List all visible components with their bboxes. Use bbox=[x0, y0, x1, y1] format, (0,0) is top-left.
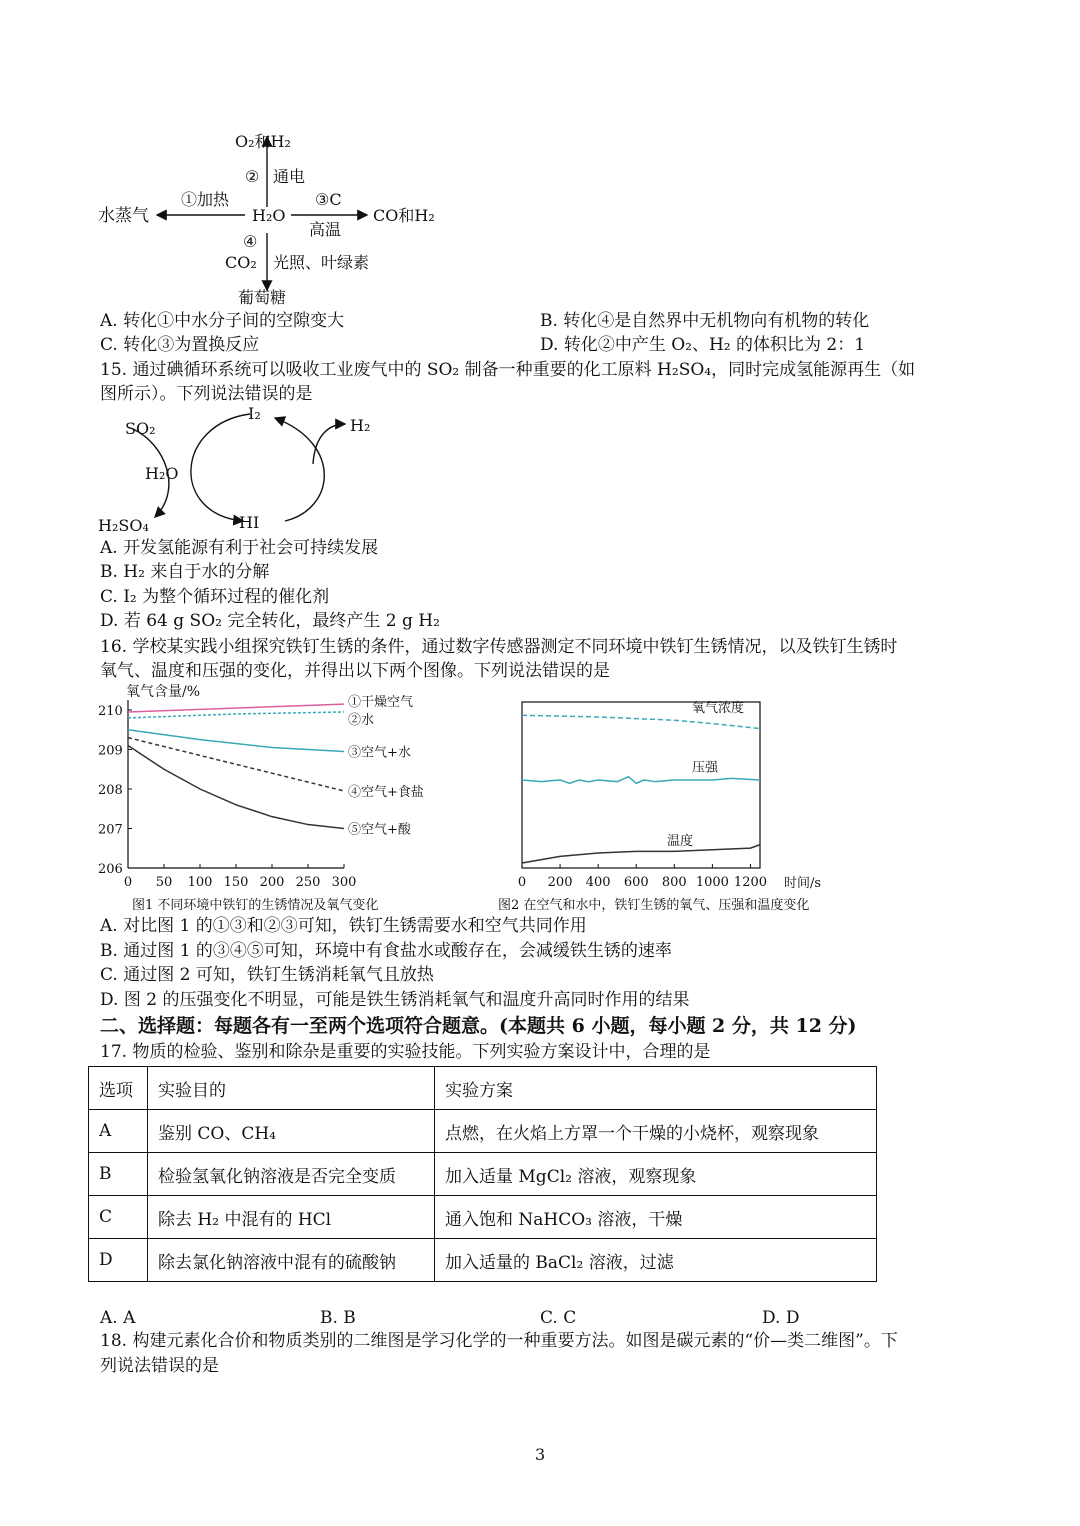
table-row bbox=[89, 1110, 877, 1153]
q18-stem-line2: 列说法错误的是 bbox=[100, 1356, 219, 1376]
q14-option-a: A. 转化①中水分子间的空隙变大 bbox=[100, 311, 345, 331]
q14-option-d: D. 转化②中产生 O₂、H₂ 的体积比为 2：1 bbox=[540, 335, 866, 355]
q15-stem-line2: 图所示）。下列说法错误的是 bbox=[100, 384, 313, 404]
q15-hi: HI bbox=[239, 513, 260, 532]
fig2-x-label: 时间/s bbox=[784, 876, 822, 891]
table-cell: 加入适量 MgCl₂ 溶液，观察现象 bbox=[435, 1153, 877, 1196]
q15-h2so4: H₂SO₄ bbox=[98, 516, 149, 534]
fig2-plot-frame bbox=[522, 702, 760, 868]
q14-option-c: C. 转化③为置换反应 bbox=[100, 335, 260, 355]
table-cell: 除去 H₂ 中混有的 HCl bbox=[148, 1196, 435, 1239]
fig1-series-label: ①干燥空气 bbox=[348, 695, 414, 711]
table-cell: C bbox=[89, 1196, 148, 1239]
fig1-series-label: ④空气+食盐 bbox=[348, 784, 424, 800]
fig1-y-tick-label: 210 bbox=[98, 704, 123, 719]
q15-stem-line1: 15. 通过碘循环系统可以吸收工业废气中的 SO₂ 制备一种重要的化工原料 H₂SO₄，同时完成氢能源再生（如 bbox=[100, 360, 916, 380]
fig1-y-tick-label: 209 bbox=[98, 743, 123, 759]
q15-i2: I₂ bbox=[248, 404, 261, 423]
table-cell: 除去氯化钠溶液中混有的硫酸钠 bbox=[148, 1239, 435, 1282]
table-cell: B bbox=[89, 1153, 148, 1196]
fig1-x-tick-label: 300 bbox=[331, 875, 357, 890]
q16-option-c: C. 通过图 2 可知，铁钉生锈消耗氧气且放热 bbox=[100, 965, 434, 985]
fig1-series-label: ③空气+水 bbox=[348, 745, 411, 761]
fig1-y-tick-label: 208 bbox=[98, 783, 123, 798]
q17-choice-c: C. C bbox=[540, 1308, 577, 1328]
q14-option-b: B. 转化④是自然界中无机物向有机物的转化 bbox=[540, 311, 870, 331]
q14-top: O₂和H₂ bbox=[235, 132, 291, 151]
fig2-x-tick-label: 600 bbox=[623, 875, 649, 890]
table-cell: 点燃，在火焰上方罩一个干燥的小烧杯，观察现象 bbox=[435, 1110, 877, 1153]
fig1-x-tick-label: 0 bbox=[123, 875, 133, 890]
q17-choice-b: B. B bbox=[320, 1308, 356, 1328]
table-cell: 鉴别 CO、CH₄ bbox=[148, 1110, 435, 1153]
table-row bbox=[89, 1153, 877, 1196]
fig1-series-line bbox=[128, 738, 344, 791]
fig2-x-tick-label: 200 bbox=[547, 875, 573, 890]
figure-2-chart bbox=[492, 694, 862, 914]
table-cell: D bbox=[89, 1239, 148, 1282]
fig2-series-label: 温度 bbox=[667, 833, 694, 849]
q18-stem-line1: 18. 构建元素化合价和物质类别的二维图是学习化学的一种重要方法。如图是碳元素的“价—类二维图”。下 bbox=[100, 1331, 898, 1351]
fig1-series-line bbox=[128, 712, 344, 718]
table-header-cell: 选项 bbox=[89, 1067, 148, 1110]
fig2-x-tick-label: 0 bbox=[517, 875, 527, 890]
fig1-y-tick-label: 206 bbox=[98, 862, 123, 877]
q15-option-c: C. I₂ 为整个循环过程的催化剂 bbox=[100, 587, 330, 607]
section-2-heading: 二、选择题：每题各有一至两个选项符合题意。(本题共 6 小题，每小题 2 分，共 12 分) bbox=[100, 1015, 857, 1037]
q14-co2: CO₂ bbox=[225, 253, 257, 272]
fig2-x-tick-label: 400 bbox=[585, 875, 611, 890]
fig1-x-tick-label: 100 bbox=[187, 875, 213, 890]
fig1-series-line bbox=[128, 746, 344, 829]
table-cell: 加入适量的 BaCl₂ 溶液，过滤 bbox=[435, 1239, 877, 1282]
fig2-series-line bbox=[522, 715, 760, 728]
q14-step2-label: 通电 bbox=[273, 167, 306, 186]
fig2-x-tick-label: 1000 bbox=[695, 875, 729, 890]
q17-choice-a: A. A bbox=[100, 1308, 136, 1328]
q14-diagram bbox=[95, 125, 455, 310]
q15-option-d: D. 若 64 g SO₂ 完全转化，最终产生 2 g H₂ bbox=[100, 611, 440, 631]
q14-step1-label: ①加热 bbox=[181, 190, 230, 209]
table-header-cell: 实验目的 bbox=[148, 1067, 435, 1110]
table-cell: 通入饱和 NaHCO₃ 溶液，干燥 bbox=[435, 1196, 877, 1239]
fig1-series-line bbox=[128, 704, 344, 712]
q15-h2: H₂ bbox=[350, 416, 371, 435]
page-number: 3 bbox=[535, 1445, 546, 1464]
q15-cycle-diagram bbox=[95, 404, 395, 534]
q14-step4-label: 光照、叶绿素 bbox=[273, 253, 370, 272]
fig1-x-tick-label: 150 bbox=[223, 875, 249, 890]
q14-step4: ④ bbox=[243, 232, 258, 251]
q14-left: 水蒸气 bbox=[98, 206, 149, 226]
fig1-y-label: 氧气含量/% bbox=[126, 684, 201, 700]
table-cell: 检验氢氧化钠溶液是否完全变质 bbox=[148, 1153, 435, 1196]
q14-step2: ② bbox=[245, 167, 260, 186]
q15-h2o: H₂O bbox=[145, 464, 179, 483]
fig2-series-line bbox=[522, 845, 760, 863]
fig1-x-tick-label: 50 bbox=[155, 875, 173, 890]
q14-step3-label: ③C bbox=[315, 190, 342, 209]
table-row bbox=[89, 1239, 877, 1282]
q16-stem-line1: 16. 学校某实践小组探究铁钉生锈的条件，通过数字传感器测定不同环境中铁钉生锈情况，以及铁钉生锈时 bbox=[100, 637, 898, 657]
fig1-series-line bbox=[128, 730, 344, 752]
q17-choice-d: D. D bbox=[762, 1308, 800, 1328]
table-cell: A bbox=[89, 1110, 148, 1153]
q17-table bbox=[88, 1066, 877, 1282]
fig1-series-label: ②水 bbox=[348, 712, 375, 728]
q16-option-b: B. 通过图 1 的③④⑤可知，环境中有食盐水或酸存在，会减缓铁生锈的速率 bbox=[100, 941, 672, 961]
table-row bbox=[89, 1196, 877, 1239]
fig2-x-tick-label: 1200 bbox=[733, 875, 768, 890]
table-header-row bbox=[89, 1067, 877, 1110]
figure-1-chart bbox=[92, 682, 452, 914]
fig2-series-label: 氧气浓度 bbox=[692, 700, 745, 716]
fig2-series-line bbox=[522, 777, 760, 784]
fig2-series-label: 压强 bbox=[692, 760, 719, 776]
q16-option-d: D. 图 2 的压强变化不明显，可能是铁生锈消耗氧气和温度升高同时作用的结果 bbox=[100, 990, 690, 1010]
fig1-caption: 图1 不同环境中铁钉的生锈情况及氧气变化 bbox=[132, 898, 379, 913]
fig1-x-tick-label: 200 bbox=[259, 875, 285, 890]
q16-stem-line2: 氧气、温度和压强的变化，并得出以下两个图像。下列说法错误的是 bbox=[100, 661, 610, 681]
table-header-cell: 实验方案 bbox=[435, 1067, 877, 1110]
q15-option-a: A. 开发氢能源有利于社会可持续发展 bbox=[100, 538, 379, 558]
q16-option-a: A. 对比图 1 的①③和②③可知，铁钉生锈需要水和空气共同作用 bbox=[100, 916, 587, 936]
q14-step3-cond: 高温 bbox=[309, 220, 342, 239]
fig2-caption: 图2 在空气和水中，铁钉生锈的氧气、压强和温度变化 bbox=[498, 898, 810, 913]
q15-so2: SO₂ bbox=[125, 419, 156, 438]
fig1-x-tick-label: 250 bbox=[295, 875, 321, 890]
fig2-x-tick-label: 800 bbox=[661, 875, 687, 890]
q17-stem: 17. 物质的检验、鉴别和除杂是重要的实验技能。下列实验方案设计中，合理的是 bbox=[100, 1042, 711, 1062]
q14-right: CO和H₂ bbox=[373, 206, 435, 225]
q14-center: H₂O bbox=[252, 206, 286, 225]
fig1-series-label: ⑤空气+酸 bbox=[348, 822, 411, 838]
fig1-y-tick-label: 207 bbox=[98, 822, 123, 838]
q15-option-b: B. H₂ 来自于水的分解 bbox=[100, 562, 270, 582]
q14-bottom: 葡萄糖 bbox=[238, 288, 287, 307]
